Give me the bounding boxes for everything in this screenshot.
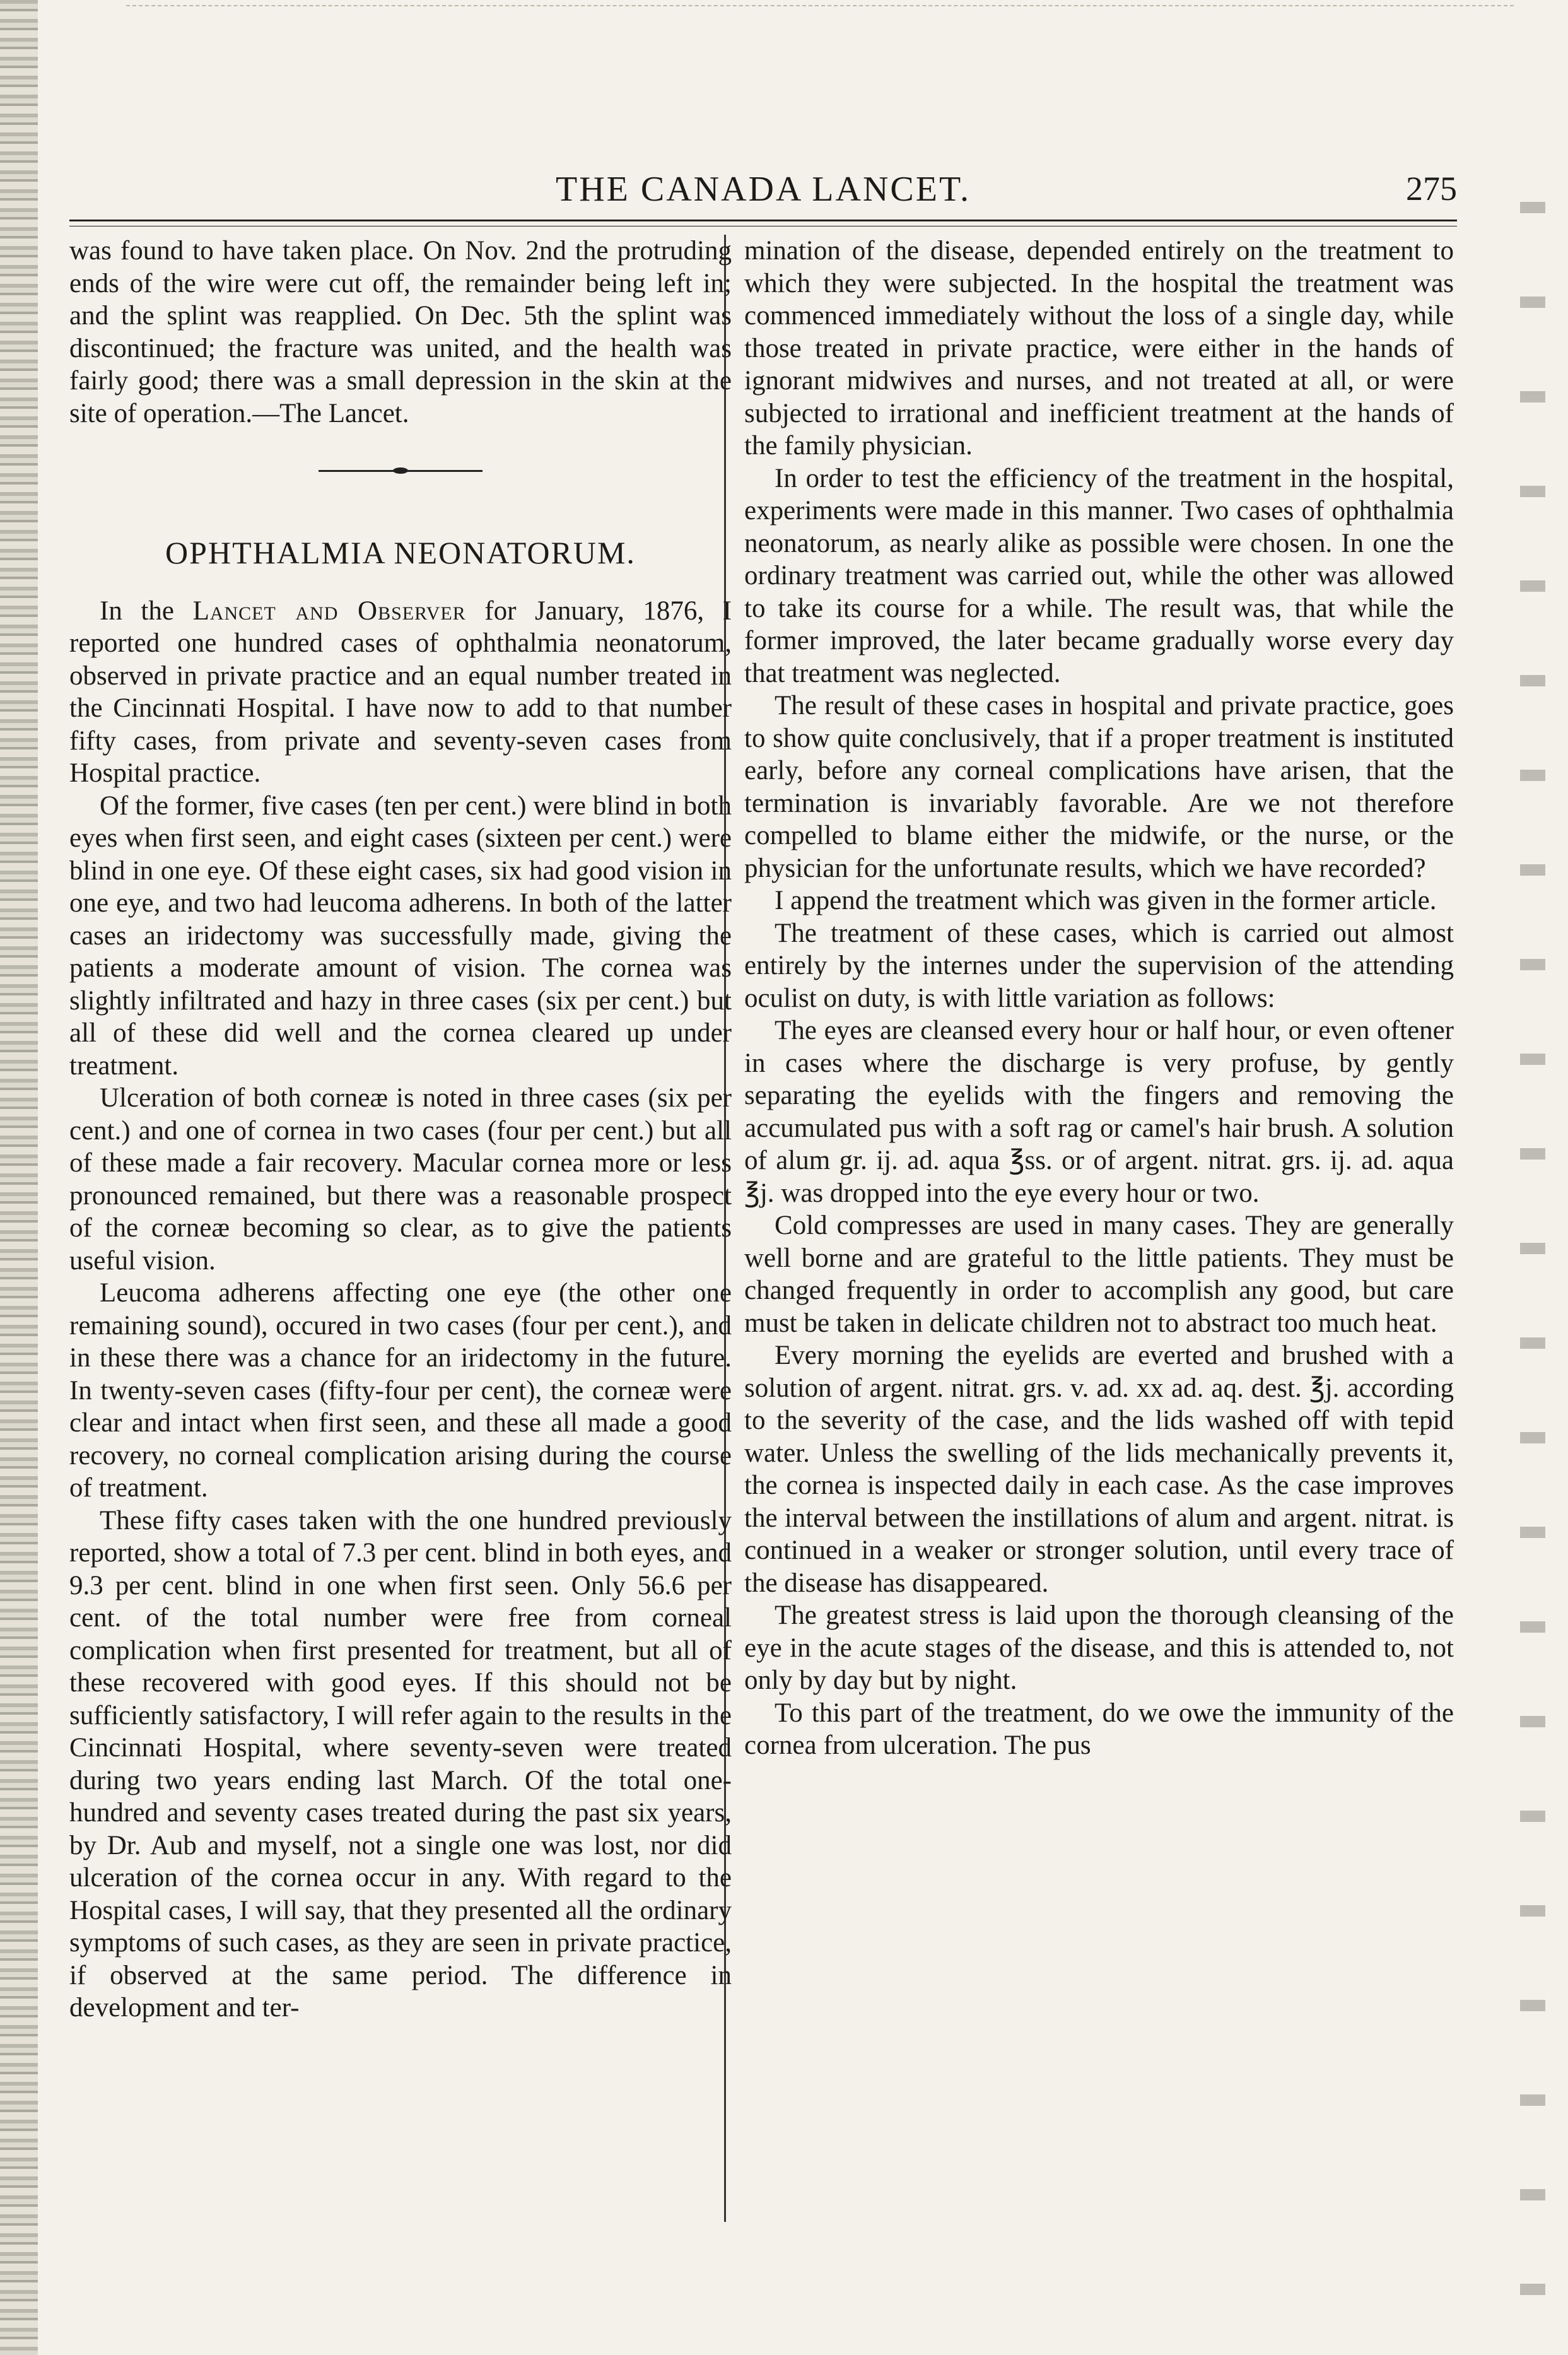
paragraph: The eyes are cleansed every hour or half hour, or even oftener in cases where the discharge is very profuse, by gently separating the eyelids with the fingers and removing the accumulated pus with a soft rag or camel's hair brush. A solution of alum gr. ij. ad. aqua ℥ss. or of argent. nitrat. grs. ij. ad. aqua ℥j. was dropped into the eye every hour or two.: [744, 1016, 1454, 1208]
journal-title: THE CANADA LANCET.: [555, 170, 971, 209]
header-rule: [69, 220, 1457, 221]
section-ornament: [319, 467, 483, 474]
paragraph: The greatest stress is laid upon the thorough cleansing of the eye in the acute stages of the disease, and this is attended to, not only by day but by night.: [744, 1600, 1454, 1695]
journal-name: Lancet and Observer: [192, 596, 466, 626]
running-header: [69, 163, 1457, 213]
paragraph: Cold compresses are used in many cases. They are generally well borne and are grateful to the little patients. They must be changed frequently in order to accomplish any good, but care must be taken in delicate children not to abstract too much heat.: [744, 1211, 1454, 1338]
paragraph: Of the former, five cases (ten per cent.) were blind in both eyes when first seen, and eight cases (sixteen per cent.) were blind in one eye. Of these eight cases, six had good vision in one eye, and two had leucoma adherens. In both of the latter cases an iridectomy was successfully made, giving the patients a moderate amount of vision. The cornea was slightly infiltrated and hazy in three cases (six per cent.) but all of these did well and the cornea cleared up under treatment.: [69, 790, 732, 1081]
paragraph: Leucoma adherens affecting one eye (the other one remaining sound), occured in two cases (four per cent.), and in these there was a chance for an iridectomy in the future. In twenty-seven cases (fifty-four per cent), the corneæ were clear and intact when first seen, and these all made a good recovery, no corneal complication arising during the course of treatment.: [69, 1278, 732, 1503]
paragraph: To this part of the treatment, do we owe the immunity of the cornea from ulceration. The pus: [744, 1698, 1454, 1760]
right-column: [744, 235, 1454, 1762]
paragraph: I append the treatment which was given in the former article.: [775, 886, 1437, 915]
scan-binding-edge: [0, 0, 38, 2355]
paragraph: These fifty cases taken with the one hundred previously reported, show a total of 7.3 per cent. blind in both eyes, and 9.3 per cent. blind in one when first seen. Only 56.6 per cent. of the total number were free from corneal complication when first presented for treatment, but all of these recovered with good eyes. If this should not be sufficiently satisfactory, I will refer again to the results in the Cincinnati Hospital, where seventy-seven were treated during two years ending last March. Of the total one-hundred and seventy cases treated during the past six years, by Dr. Aub and myself, not a single one was lost, nor did ulceration of the cornea occur in any. With regard to the Hospital cases, I will say, that they presented all the ordinary symptoms of such cases, as they are seen in private practice, if observed at the same period. The difference in development and ter-: [69, 1505, 732, 2023]
intro-paragraph: In the Lancet and Observer for January, 1876, I reported one hundred cases of ophthalmia neonatorum, observed in private practice and an equal number treated in the Cincinnati Hospital. I have now to add to that number fifty cases, from private and seventy-seven cases from Hospital practice.: [69, 596, 732, 788]
scan-margin-artifacts: [1520, 164, 1545, 2309]
paragraph: Ulceration of both corneæ is noted in three cases (six per cent.) and one of cornea in two cases (four per cent.) but all of these made a fair recovery. Macular cornea more or less pronounced remained, but there was a reasonable prospect of the corneæ becoming so clear, as to give the patients useful vision.: [69, 1083, 732, 1276]
paragraph: Every morning the eyelids are everted and brushed with a solution of argent. nitrat. grs. v. ad. xx ad. aq. dest. ℥j. according to the severity of the case, and the lids washed off with tepid water. Unless the swelling of the lids mechanically prevents it, the cornea is inspected daily in each case. As the case improves the interval between the instillations of alum and argent. nitrat. is continued in a weaker or stronger solution, until every trace of the disease has disappeared.: [744, 1341, 1454, 1598]
scan-top-edge: [126, 5, 1514, 6]
paragraph: The treatment of these cases, which is carried out almost entirely by the internes under the supervision of the attending oculist on duty, is with little variation as follows:: [744, 918, 1454, 1013]
page-number: 275: [1406, 170, 1457, 208]
paragraph: The result of these cases in hospital and private practice, goes to show quite conclusively, that if a proper treatment is instituted early, before any corneal complications have arisen, that the termination is invariably favorable. Are we not therefore compelled to blame either the midwife, or the nurse, or the physician for the unfortunate results, which we have recorded?: [744, 691, 1454, 883]
article-heading: OPHTHALMIA NEONATORUM.: [165, 535, 636, 570]
continued-paragraph: was found to have taken place. On Nov. 2nd the protruding ends of the wire were cut off, the remainder being left in; and the splint was reapplied. On Dec. 5th the splint was discontinued; the fracture was united, and the health was fairly good; there was a small depression in the skin at the site of operation.—The Lancet.: [69, 236, 732, 428]
paragraph: In order to test the efficiency of the treatment in the hospital, experiments were made in this manner. Two cases of ophthalmia neonatorum, as nearly alike as possible were chosen. In one the ordinary treatment was carried out, while the other was allowed to take its course for a while. The result was, that while the former improved, the later became gradually worse every day that treatment was neglected.: [744, 463, 1454, 688]
left-column: [69, 235, 732, 2024]
continued-paragraph: mination of the disease, depended entirely on the treatment to which they were subjected. In the hospital the treatment was commenced immediately without the loss of a single day, while those treated in private practice, were either in the hands of ignorant midwives and nurses, and not treated at all, or were subjected to irrational and inefficient treatment at the hands of the family physician.: [744, 236, 1454, 461]
